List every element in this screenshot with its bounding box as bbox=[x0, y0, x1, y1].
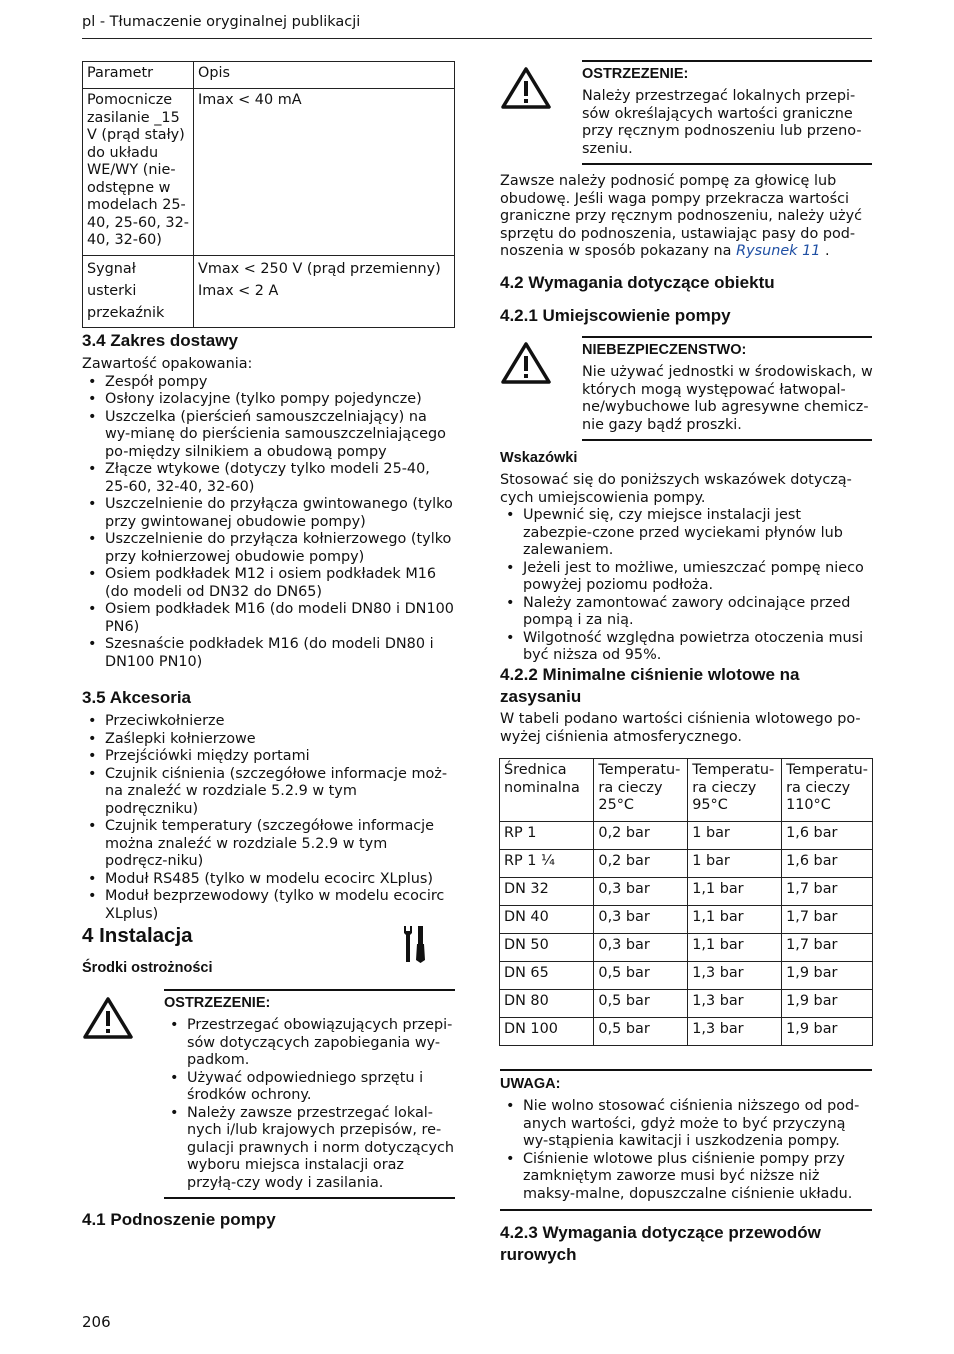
table-cell: Vmax < 250 V (prąd przemienny) Imax < 2 A bbox=[194, 256, 455, 328]
parameter-table bbox=[82, 61, 455, 328]
danger-bottom-rule bbox=[582, 439, 872, 441]
table-header-cell: Parametr bbox=[83, 62, 194, 89]
list-item: • Moduł bezprzewodowy (tylko w modelu ecocirc XLplus) bbox=[82, 888, 454, 923]
list-item: • Uszczelnienie do przyłącza kołnierzowego (tylko przy kołnierzowej obudowie pompy) bbox=[82, 531, 454, 566]
warning-label: OSTRZEZENIE: bbox=[582, 66, 689, 82]
list-item: • Złącze wtykowe (dotyczy tylko modeli 25-40, 25-60, 32-40, 32-60) bbox=[82, 461, 454, 496]
table-row bbox=[83, 256, 455, 328]
danger-label: NIEBEZPIECZENSTWO: bbox=[582, 342, 747, 358]
list-item: • Uszczelka (pierścień samouszczelniający) na wy-mianę do pierścienia samouszczelniającego po-między silnikiem a obudową pompy bbox=[82, 409, 454, 462]
warning-triangle-icon bbox=[500, 66, 552, 110]
hints-list bbox=[500, 507, 872, 665]
table-header-cell: Temperatu-ra cieczy 25°C bbox=[594, 759, 688, 822]
table-cell: 1,9 bar bbox=[782, 1018, 873, 1046]
note-label: UWAGA: bbox=[500, 1076, 561, 1092]
table-row bbox=[500, 990, 873, 1018]
table-cell: Imax < 40 mA bbox=[194, 89, 455, 256]
section-heading-4-1: 4.1 Podnoszenie pompy bbox=[82, 1210, 276, 1229]
table-header-cell: Średnica nominalna bbox=[500, 759, 594, 822]
section-heading-3-4: 3.4 Zakres dostawy bbox=[82, 331, 238, 350]
table-row bbox=[500, 822, 873, 850]
danger-text: Nie używać jednostki w środowiskach, w których mogą występować łatwopal-ne/wybuchowe lub agresywne chemicz-nie gazy bądź proszki. bbox=[582, 364, 873, 433]
section-heading-4-2-2: 4.2.2 Minimalne ciśnienie wlotowe na zasysaniu bbox=[500, 665, 800, 706]
table-header-cell: Opis bbox=[194, 62, 455, 89]
table-cell: 0,3 bar bbox=[594, 934, 688, 962]
table-cell: 1 bar bbox=[688, 850, 782, 878]
list-item: • Przeciwkołnierze bbox=[82, 713, 454, 731]
section-heading-4-2-1: 4.2.1 Umiejscowienie pompy bbox=[500, 306, 731, 325]
chapter-heading-4: 4 Instalacja bbox=[82, 924, 193, 947]
table-cell: 1,7 bar bbox=[782, 934, 873, 962]
list-item: • Należy zawsze przestrzegać lokal-nych i/lub krajowych przepisów, re-gulacji prawnych i norm dotyczących wyboru miejsca instalacji oraz przyłą-czy wody i zasilania. bbox=[164, 1105, 456, 1193]
table-cell: 1,1 bar bbox=[688, 906, 782, 934]
danger-top-rule bbox=[582, 336, 872, 338]
accessories-list bbox=[82, 713, 454, 923]
table-cell: RP 1 bbox=[500, 822, 594, 850]
list-item: • Osiem podkładek M12 i osiem podkładek M16 (do modeli od DN32 do DN65) bbox=[82, 566, 454, 601]
table-cell: DN 32 bbox=[500, 878, 594, 906]
note-list bbox=[500, 1098, 872, 1203]
warning-triangle-icon bbox=[82, 996, 134, 1040]
figure-link[interactable]: Rysunek 11 bbox=[736, 243, 821, 259]
table-row bbox=[500, 934, 873, 962]
list-item: • Zaślepki kołnierzowe bbox=[82, 731, 454, 749]
list-item: • Ciśnienie wlotowe plus ciśnienie pompy przy zamkniętym zaworze musi być niższe niż maksy-malne, dopuszczalne ciśnienie układu. bbox=[500, 1151, 872, 1204]
lifting-body bbox=[500, 173, 872, 261]
table-row bbox=[500, 850, 873, 878]
table-cell: 1,7 bar bbox=[782, 878, 873, 906]
table-cell: DN 50 bbox=[500, 934, 594, 962]
list-item: • Moduł RS485 (tylko w modelu ecocirc XLplus) bbox=[82, 871, 454, 889]
table-cell: 1,3 bar bbox=[688, 990, 782, 1018]
table-cell: 1,9 bar bbox=[782, 990, 873, 1018]
warning-list bbox=[164, 1017, 456, 1192]
delivery-list bbox=[82, 374, 454, 672]
warning-bottom-rule bbox=[582, 163, 872, 165]
pressure-intro: W tabeli podano wartości ciśnienia wlotowego po-wyżej ciśnienia atmosferycznego. bbox=[500, 711, 861, 745]
tools-icon bbox=[400, 924, 430, 964]
warning-top-rule bbox=[582, 60, 872, 62]
list-item: • Uszczelnienie do przyłącza gwintowanego (tylko przy gwintowanej obudowie pompy) bbox=[82, 496, 454, 531]
warning-text: Należy przestrzegać lokalnych przepi-sów określających wartości graniczne przy ręcznym podnoszeniu lub przeno-szeniu. bbox=[582, 88, 862, 157]
header-divider bbox=[82, 38, 872, 39]
precautions-label: Środki ostrożności bbox=[82, 960, 213, 976]
table-row bbox=[500, 1018, 873, 1046]
warning-top-rule bbox=[164, 989, 455, 991]
table-cell: 0,5 bar bbox=[594, 1018, 688, 1046]
delivery-intro: Zawartość opakowania: bbox=[82, 356, 253, 372]
lifting-body-end: . bbox=[820, 243, 830, 259]
running-header: pl - Tłumaczenie oryginalnej publikacji bbox=[82, 14, 361, 30]
list-item: • Jeżeli jest to możliwe, umieszczać pompę nieco powyżej poziomu podłoża. bbox=[500, 560, 872, 595]
table-cell: 1,6 bar bbox=[782, 850, 873, 878]
section-heading-4-2: 4.2 Wymagania dotyczące obiektu bbox=[500, 273, 775, 292]
table-cell: DN 65 bbox=[500, 962, 594, 990]
pressure-table bbox=[499, 758, 873, 1046]
table-cell: 1,1 bar bbox=[688, 934, 782, 962]
table-cell: 0,3 bar bbox=[594, 906, 688, 934]
list-item: • Nie wolno stosować ciśnienia niższego od pod-anych wartości, gdyż może to być przyczyną wy-stąpienia kawitacji i uszkodzenia pompy. bbox=[500, 1098, 872, 1151]
list-item: • Czujnik ciśnienia (szczegółowe informacje moż-na znaleźć w rozdziale 5.2.9 w tym podręczniku) bbox=[82, 766, 454, 819]
list-item: • Osłony izolacyjne (tylko pompy pojedyncze) bbox=[82, 391, 454, 409]
table-cell: 1,3 bar bbox=[688, 962, 782, 990]
list-item: • Szesnaście podkładek M16 (do modeli DN80 i DN100 PN10) bbox=[82, 636, 454, 671]
table-cell: 0,5 bar bbox=[594, 990, 688, 1018]
table-cell: 1,7 bar bbox=[782, 906, 873, 934]
list-item: • Upewnić się, czy miejsce instalacji jest zabezpie-czone przed wyciekami płynów lub zalewaniem. bbox=[500, 507, 872, 560]
list-item: • Przestrzegać obowiązujących przepi-sów dotyczących zapobiegania wy-padkom. bbox=[164, 1017, 456, 1070]
warning-label: OSTRZEZENIE: bbox=[164, 995, 271, 1011]
table-row bbox=[500, 962, 873, 990]
table-header-cell: Temperatu-ra cieczy 110°C bbox=[782, 759, 873, 822]
list-item: • Osiem podkładek M16 (do modeli DN80 i DN100 PN6) bbox=[82, 601, 454, 636]
table-row bbox=[500, 906, 873, 934]
list-item: • Wilgotność względna powietrza otoczenia musi być niższa od 95%. bbox=[500, 630, 872, 665]
hints-label: Wskazówki bbox=[500, 450, 578, 466]
table-cell: 1,9 bar bbox=[782, 962, 873, 990]
table-cell: Pomocnicze zasilanie _15 V (prąd stały) do układu WE/WY (nie-odstępne w modelach 25-40, 25-60, 32-40, 32-60) bbox=[83, 89, 194, 256]
table-row bbox=[83, 89, 455, 256]
warning-bottom-rule bbox=[164, 1197, 455, 1199]
page-number: 206 bbox=[82, 1313, 111, 1331]
table-header-row bbox=[83, 62, 455, 89]
table-cell: RP 1 ¼ bbox=[500, 850, 594, 878]
note-top-rule bbox=[500, 1069, 872, 1071]
list-item: • Zespół pompy bbox=[82, 374, 454, 392]
danger-triangle-icon bbox=[500, 341, 552, 385]
lifting-body-text: Zawsze należy podnosić pompę za głowicę lub obudowę. Jeśli waga pompy przekracza wartości graniczne przy ręcznym podnoszeniu, należy użyć sprzętu do podnoszenia, ustawiając pasy do pod-noszenia w sposób pokazany na bbox=[500, 173, 862, 259]
table-cell: 1 bar bbox=[688, 822, 782, 850]
table-cell: 1,3 bar bbox=[688, 1018, 782, 1046]
section-heading-3-5: 3.5 Akcesoria bbox=[82, 688, 191, 707]
table-header-cell: Temperatu-ra cieczy 95°C bbox=[688, 759, 782, 822]
list-item: • Czujnik temperatury (szczegółowe informacje można znaleźć w rozdziale 5.2.9 w tym podręcz-niku) bbox=[82, 818, 454, 871]
table-cell: DN 80 bbox=[500, 990, 594, 1018]
hints-intro: Stosować się do poniższych wskazówek dotyczą-cych umiejscowienia pompy. bbox=[500, 472, 852, 506]
table-cell: 0,2 bar bbox=[594, 822, 688, 850]
section-heading-4-2-3: 4.2.3 Wymagania dotyczące przewodów rurowych bbox=[500, 1223, 821, 1264]
table-cell: 0,2 bar bbox=[594, 850, 688, 878]
table-row bbox=[500, 878, 873, 906]
note-bottom-rule bbox=[500, 1209, 872, 1211]
table-cell: DN 40 bbox=[500, 906, 594, 934]
list-item: • Przejściówki między portami bbox=[82, 748, 454, 766]
table-cell: Sygnał usterki przekaźnik bbox=[83, 256, 194, 328]
table-cell: 1,1 bar bbox=[688, 878, 782, 906]
table-cell: 0,3 bar bbox=[594, 878, 688, 906]
table-cell: DN 100 bbox=[500, 1018, 594, 1046]
list-item: • Używać odpowiedniego sprzętu i środków ochrony. bbox=[164, 1070, 456, 1105]
table-cell: 1,6 bar bbox=[782, 822, 873, 850]
list-item: • Należy zamontować zawory odcinające przed pompą i za nią. bbox=[500, 595, 872, 630]
table-header-row bbox=[500, 759, 873, 822]
table-cell: 0,5 bar bbox=[594, 962, 688, 990]
